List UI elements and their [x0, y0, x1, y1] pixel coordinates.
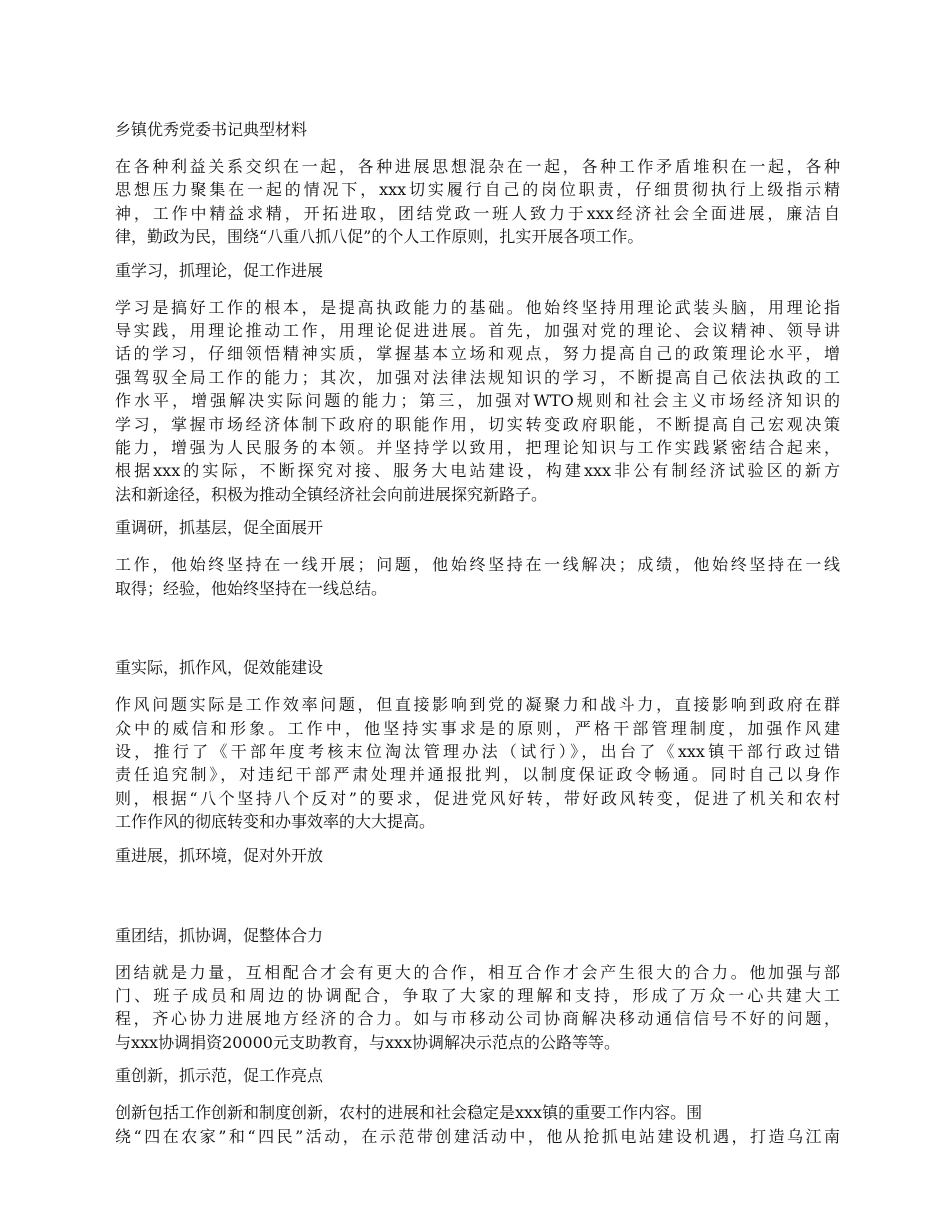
- s1-line-9: 法和新途径，积极为推动全镇经济社会向前进展探究新路子。: [115, 484, 548, 504]
- section-heading-1: 重学习，抓理论，促工作进展: [115, 260, 324, 280]
- s6-line-2: 绕“四在农家”和“四民”活动，在示范带创建活动中，他从抢抓电站建设机遇，打造乌江南: [115, 1126, 840, 1146]
- intro-line-1: 在各种利益关系交织在一起，各种进展思想混杂在一起，各种工作矛盾堆积在一起，各种: [115, 157, 840, 176]
- s3-line-5: 则，根据“八个坚持八个反对”的要求，促进党风好转，带好政风转变，促进了机关和农村: [115, 788, 840, 808]
- s5-line-4: 与xxx协调捐资20000元支助教育，与xxx协调解决示范点的公路等等。: [115, 1032, 621, 1052]
- intro-line-2: 思想压力聚集在一起的情况下，xxx切实履行自己的岗位职责，仔细贯彻执行上级指示精: [115, 180, 840, 200]
- s5-line-3: 程，齐心协力进展地方经济的合力。如与市移动公司协商解决移动通信信号不好的问题，: [115, 1009, 840, 1029]
- s3-line-6: 工作作风的彻底转变和办事效率的大大提高。: [115, 812, 436, 832]
- s6-line-1: 创新包括工作创新和制度创新，农村的进展和社会稳定是xxx镇的重要工作内容。围: [115, 1103, 703, 1123]
- section-heading-2: 重调研，抓基层，促全面展开: [115, 518, 324, 538]
- s1-line-7: 能力，增强为人民服务的本领。并坚持学以致用，把理论知识与工作实践紧密结合起来，: [115, 438, 840, 458]
- s1-line-6: 学习，掌握市场经济体制下政府的职能作用，切实转变政府职能，不断提高自己宏观决策: [115, 414, 840, 434]
- s1-line-2: 导实践，用理论推动工作，用理论促进进展。首先，加强对党的理论、会议精神、领导讲: [115, 321, 840, 341]
- s3-line-3: 设，推行了《干部年度考核末位淘汰管理办法（试行）》，出台了《xxx镇干部行政过错: [115, 741, 840, 761]
- s3-line-2: 众中的威信和形象。工作中，他坚持实事求是的原则，严格干部管理制度，加强作风建: [115, 718, 840, 738]
- s1-line-5: 作水平，增强解决实际问题的能力；第三，加强对WTO规则和社会主义市场经济知识的: [115, 391, 840, 411]
- section-body-2: [115, 553, 840, 600]
- section-heading-6: 重创新，抓示范，促工作亮点: [115, 1066, 324, 1086]
- section-body-5: [115, 961, 840, 1055]
- section-body-3: [115, 693, 840, 833]
- section-heading-4: 重进展，抓环境，促对外开放: [115, 845, 324, 865]
- intro-line-4: 律，勤政为民，围绕“八重八抓八促”的个人工作原则，扎实开展各项工作。: [115, 227, 644, 247]
- document-body: [115, 118, 840, 1148]
- section-heading-3: 重实际，抓作风，促效能建设: [115, 658, 324, 678]
- s2-line-2: 取得；经验，他始终坚持在一线总结。: [115, 578, 388, 598]
- s5-line-1: 团结就是力量，互相配合才会有更大的合作，相互合作才会产生很大的合力。他加强与部: [115, 962, 840, 982]
- s1-line-3: 话的学习，仔细领悟精神实质，掌握基本立场和观点，努力提高自己的政策理论水平，增: [115, 344, 840, 364]
- s1-line-8: 根据xxx的实际，不断探究对接、服务大电站建设，构建xxx非公有制经济试验区的新方: [115, 461, 840, 481]
- s5-line-2: 门、班子成员和周边的协调配合，争取了大家的理解和支持，形成了万众一心共建大工: [115, 985, 840, 1005]
- s1-line-4: 强驾驭全局工作的能力；其次，加强对法律法规知识的学习，不断提高自己依法执政的工: [115, 367, 840, 387]
- document-title: 乡镇优秀党委书记典型材料: [115, 120, 308, 139]
- section-heading-5: 重团结，抓协调，促整体合力: [115, 925, 324, 945]
- section-body-1: [115, 296, 840, 507]
- s3-line-1: 作风问题实际是工作效率问题，但直接影响到党的凝聚力和战斗力，直接影响到政府在群: [115, 695, 840, 715]
- intro-line-3: 神，工作中精益求精，开拓进取，团结党政一班人致力于xxx经济社会全面进展，廉洁自: [115, 203, 840, 223]
- section-body-6: [115, 1101, 840, 1148]
- s2-line-1: 工作，他始终坚持在一线开展；问题，他始终坚持在一线解决；成绩，他始终坚持在一线: [115, 555, 840, 575]
- s3-line-4: 责任追究制》，对违纪干部严肃处理并通报批判，以制度保证政令畅通。同时自己以身作: [115, 765, 840, 785]
- intro-paragraph: [115, 155, 840, 249]
- s1-line-1: 学习是搞好工作的根本，是提高执政能力的基础。他始终坚持用理论武装头脑，用理论指: [115, 297, 840, 317]
